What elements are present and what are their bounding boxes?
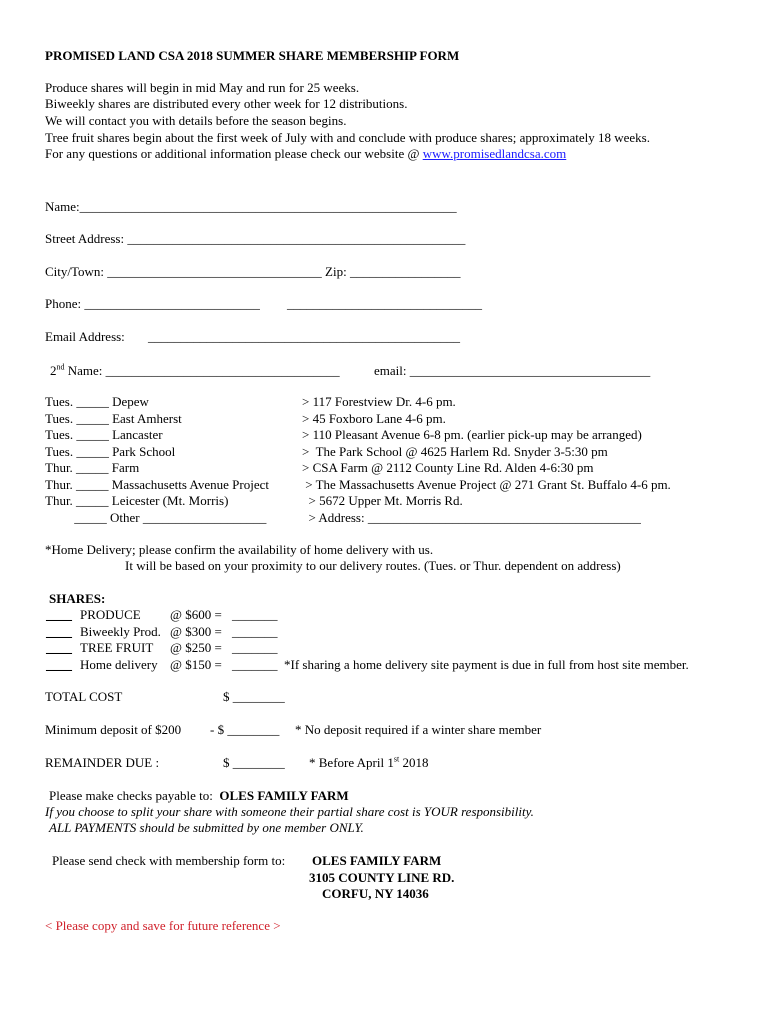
remainder-note-pre: * Before April 1: [309, 755, 394, 770]
pickup-site-option[interactable]: Thur. _____ Massachusetts Avenue Project: [45, 476, 269, 492]
intro-line-4: Tree fruit shares begin about the first week of July with and conclude with produce shares; approximately 18 weeks.: [45, 130, 650, 145]
share-price: @ $300 =: [170, 623, 222, 639]
payments-note: ALL PAYMENTS should be submitted by one member ONLY.: [49, 820, 364, 835]
payable-label: Please make checks payable to:: [49, 788, 213, 803]
intro-line-3: We will contact you with details before the season begins.: [45, 113, 347, 128]
phone-field-1[interactable]: Phone: ___________________________: [45, 296, 260, 311]
intro-line-1: Produce shares will begin in mid May and run for 25 weeks.: [45, 80, 360, 95]
share-quantity-field[interactable]: ____: [46, 656, 72, 672]
pickup-site-option[interactable]: Thur. _____ Leicester (Mt. Morris): [45, 493, 229, 508]
second-email-field[interactable]: email: _____________________________________: [374, 363, 651, 378]
pickup-site-address: > 117 Forestview Dr. 4-6 pm.: [302, 394, 456, 409]
share-price: @ $150 =: [170, 656, 222, 672]
pickup-site-address: > 45 Foxboro Lane 4-6 pm.: [302, 410, 446, 426]
share-total-field[interactable]: _______: [232, 656, 278, 672]
remainder-label: REMAINDER DUE :: [45, 755, 160, 770]
email-label: Email Address:: [45, 329, 125, 344]
delivery-note-1: *Home Delivery; please confirm the availability of home delivery with us.: [45, 542, 434, 557]
share-total-field[interactable]: _______: [232, 623, 278, 639]
name-field[interactable]: Name:__________________________________________________________: [45, 199, 457, 214]
total-cost-label: TOTAL COST: [45, 689, 123, 704]
mail-address-1: OLES FAMILY FARM: [312, 853, 442, 868]
payable-line: [49, 788, 349, 803]
pickup-site-option[interactable]: Tues. _____ Depew: [45, 394, 149, 409]
second-name-field[interactable]: [50, 363, 340, 378]
share-quantity-field[interactable]: ____: [46, 607, 72, 622]
pickup-site-address: > The Park School @ 4625 Harlem Rd. Snyder 3-5:30 pm: [302, 443, 608, 459]
remainder-note-post: 2018: [399, 755, 429, 770]
share-note: *If sharing a home delivery site payment is due in full from host site member.: [284, 656, 689, 672]
send-label: Please send check with membership form to:: [52, 853, 286, 868]
mail-address-2: 3105 COUNTY LINE RD.: [309, 870, 455, 885]
footer-note: < Please copy and save for future reference >: [45, 918, 281, 933]
share-quantity-field[interactable]: ____: [46, 640, 72, 655]
city-zip-field[interactable]: City/Town: _________________________________ Zip: _________________: [45, 264, 461, 279]
intro-line-2: Biweekly shares are distributed every other week for 12 distributions.: [45, 96, 408, 111]
pickup-site-address: > Address: __________________________________________: [302, 509, 641, 525]
street-address-field[interactable]: Street Address: ____________________________________________________: [45, 231, 466, 246]
split-share-note: If you choose to split your share with someone their partial share cost is YOUR responsibility.: [45, 804, 534, 819]
payable-name: OLES FAMILY FARM: [219, 788, 349, 803]
deposit-label: Minimum deposit of $200: [45, 722, 182, 737]
pickup-site-address: > CSA Farm @ 2112 County Line Rd. Alden 4-6:30 pm: [302, 460, 594, 475]
email-field[interactable]: ________________________________________________: [148, 329, 460, 344]
remainder-note-sup: st: [393, 754, 400, 764]
website-prefix: For any questions or additional information please check our website @: [45, 146, 423, 161]
pickup-site-option[interactable]: Tues. _____ East Amherst: [45, 410, 182, 426]
phone-field-2[interactable]: ______________________________: [287, 296, 482, 311]
second-name-suffix: nd: [56, 362, 65, 372]
share-total-field[interactable]: _______: [232, 607, 278, 622]
website-link[interactable]: www.promisedlandcsa.com: [422, 146, 567, 161]
share-price: @ $600 =: [170, 607, 222, 622]
share-name: Home delivery: [80, 656, 158, 672]
share-quantity-field[interactable]: ____: [46, 623, 72, 639]
mail-address-3: CORFU, NY 14036: [322, 886, 429, 901]
pickup-site-option[interactable]: _____ Other ___________________: [45, 509, 267, 525]
pickup-site-address: > 110 Pleasant Avenue 6-8 pm. (earlier pick-up may be arranged): [302, 427, 642, 442]
pickup-site-option[interactable]: Thur. _____ Farm: [45, 460, 140, 475]
intro-line-5: [45, 146, 566, 161]
share-total-field[interactable]: _______: [232, 640, 278, 655]
second-name-number: 2: [50, 363, 57, 378]
share-price: @ $250 =: [170, 640, 222, 655]
deposit-note: * No deposit required if a winter share member: [295, 722, 542, 737]
pickup-site-address: > 5672 Upper Mt. Morris Rd.: [302, 493, 463, 508]
remainder-field[interactable]: $ ________: [223, 755, 285, 770]
deposit-field[interactable]: - $ ________: [210, 722, 280, 737]
pickup-site-option[interactable]: Tues. _____ Park School: [45, 443, 176, 459]
form-title: PROMISED LAND CSA 2018 SUMMER SHARE MEMBERSHIP FORM: [45, 48, 460, 63]
pickup-site-address: > The Massachusetts Avenue Project @ 271 Grant St. Buffalo 4-6 pm.: [302, 476, 671, 492]
share-name: Biweekly Prod.: [80, 623, 161, 639]
shares-heading: SHARES:: [49, 591, 106, 606]
pickup-site-option[interactable]: Tues. _____ Lancaster: [45, 427, 163, 442]
second-name-line: Name: ____________________________________: [64, 363, 340, 378]
total-cost-field[interactable]: $ ________: [223, 689, 285, 704]
share-name: PRODUCE: [80, 607, 141, 622]
remainder-note: [309, 755, 428, 770]
delivery-note-2: It will be based on your proximity to our delivery routes. (Tues. or Thur. dependent on address): [125, 558, 621, 573]
share-name: TREE FRUIT: [80, 640, 154, 655]
